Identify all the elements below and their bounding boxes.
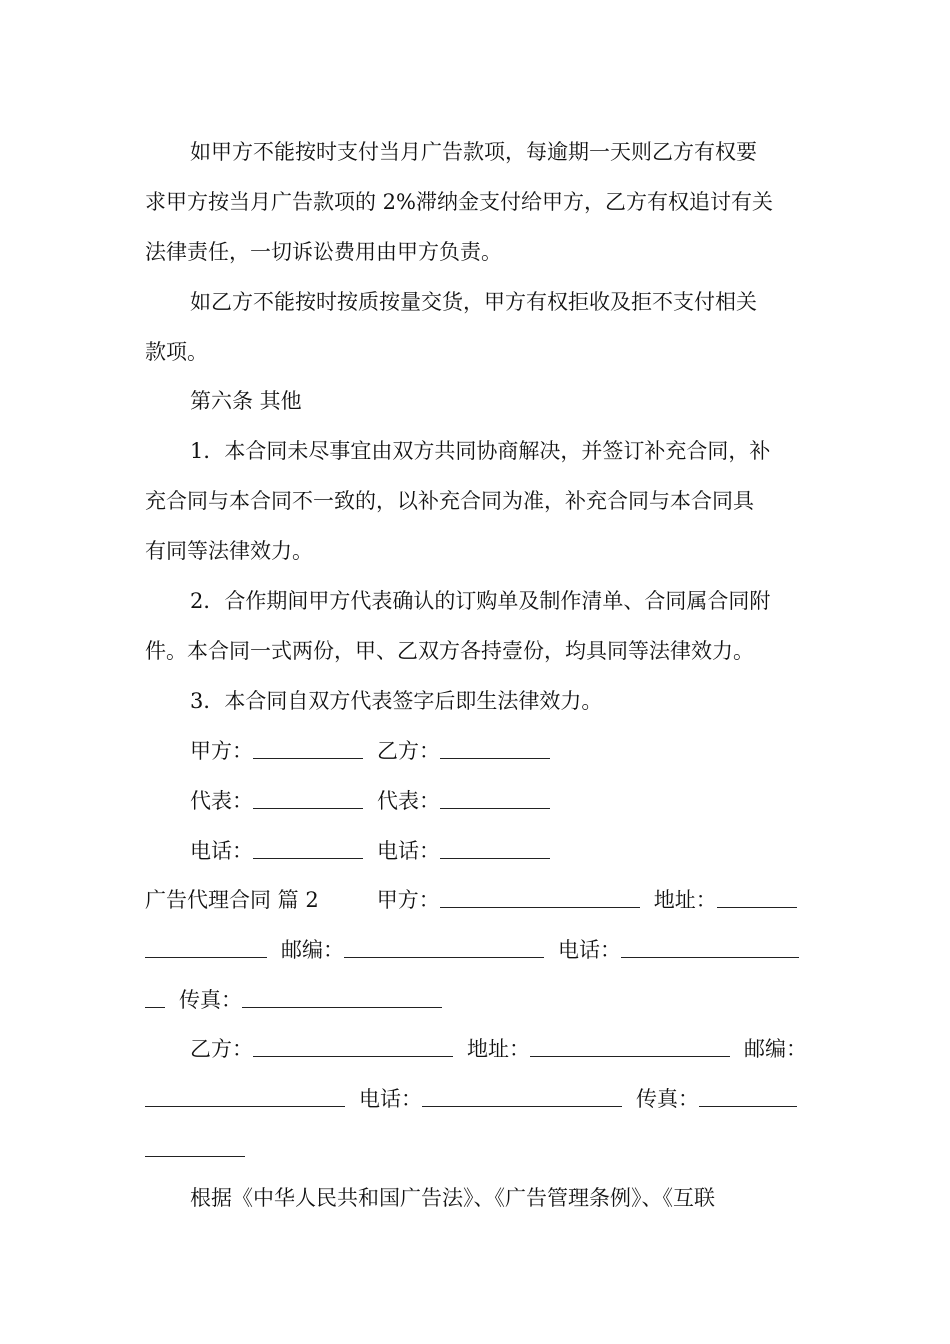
- c2-address-label: 地址：: [653, 888, 717, 912]
- rep-b-blank[interactable]: [440, 786, 550, 809]
- c2-postcode-blank[interactable]: [344, 935, 544, 958]
- party-b-label: 乙方：: [377, 739, 440, 763]
- contract2-party-b-row2: [145, 1084, 815, 1114]
- c2-fax-b-blank[interactable]: [699, 1084, 797, 1107]
- c2-party-a-blank[interactable]: [440, 885, 640, 908]
- tel-b-label: 电话：: [377, 839, 440, 863]
- contract2-party-a-row2: [145, 935, 815, 965]
- c2-party-a-label: 甲方：: [376, 888, 440, 912]
- c2-fax-label: 传真：: [179, 988, 242, 1012]
- c2-party-b-label: 乙方：: [190, 1037, 253, 1061]
- paragraph-line: 有同等法律效力。: [145, 539, 313, 563]
- c2-phone-b-label: 电话：: [359, 1087, 422, 1111]
- section-heading: 第六条 其他: [190, 389, 302, 413]
- c2-postcode-b-blank[interactable]: [145, 1084, 345, 1107]
- c2-phone-blank-cont[interactable]: [145, 985, 165, 1008]
- tel-a-blank[interactable]: [253, 836, 363, 859]
- c2-postcode-b-label: 邮编：: [744, 1037, 807, 1061]
- party-a-blank[interactable]: [253, 736, 363, 759]
- paragraph-line: 2．合作期间甲方代表确认的订购单及制作清单、合同属合同附: [190, 589, 771, 613]
- paragraph-line: 款项。: [145, 340, 208, 364]
- tel-a-label: 电话：: [190, 839, 253, 863]
- contract2-party-a-row: [145, 885, 815, 915]
- c2-party-b-blank[interactable]: [253, 1034, 453, 1057]
- paragraph-line: 如甲方不能按时支付当月广告款项，每逾期一天则乙方有权要: [190, 140, 757, 164]
- c2-phone-label: 电话：: [558, 938, 621, 962]
- paragraph-line: 1．本合同未尽事宜由双方共同协商解决，并签订补充合同，补: [190, 439, 771, 463]
- c2-fax-b-blank-cont[interactable]: [145, 1134, 245, 1157]
- c2-address-blank[interactable]: [717, 885, 797, 908]
- paragraph-line: 3．本合同自双方代表签字后即生法律效力。: [190, 689, 603, 713]
- rep-b-label: 代表：: [377, 789, 440, 813]
- signature-row-tel: [190, 836, 815, 866]
- c2-fax-blank[interactable]: [242, 985, 442, 1008]
- signature-row-rep: [190, 786, 815, 816]
- signature-row-party: [190, 736, 815, 766]
- rep-a-blank[interactable]: [253, 786, 363, 809]
- paragraph-line: 如乙方不能按时按质按量交货，甲方有权拒收及拒不支付相关: [190, 290, 757, 314]
- c2-address-b-blank[interactable]: [530, 1034, 730, 1057]
- party-b-blank[interactable]: [440, 736, 550, 759]
- rep-a-label: 代表：: [190, 789, 253, 813]
- tel-b-blank[interactable]: [440, 836, 550, 859]
- c2-address-blank-cont[interactable]: [145, 935, 267, 958]
- paragraph-line: 法律责任，一切诉讼费用由甲方负责。: [145, 240, 502, 264]
- paragraph-line: 件。本合同一式两份，甲、乙双方各持壹份，均具同等法律效力。: [145, 639, 754, 663]
- paragraph-line: 充合同与本合同不一致的，以补充合同为准，补充合同与本合同具: [145, 489, 754, 513]
- contract2-heading: 广告代理合同 篇 2: [145, 888, 319, 912]
- c2-postcode-label: 邮编：: [281, 938, 344, 962]
- contract2-party-a-row3: [145, 985, 815, 1015]
- contract2-party-b-row: [190, 1034, 815, 1064]
- c2-phone-blank[interactable]: [621, 935, 799, 958]
- party-a-label: 甲方：: [190, 739, 253, 763]
- c2-address-b-label: 地址：: [467, 1037, 530, 1061]
- paragraph-line: 根据《中华人民共和国广告法》、《广告管理条例》、《互联: [190, 1186, 715, 1210]
- c2-fax-b-label: 传真：: [636, 1087, 699, 1111]
- c2-phone-b-blank[interactable]: [422, 1084, 622, 1107]
- paragraph-line: 求甲方按当月广告款项的 2%滞纳金支付给甲方，乙方有权追讨有关: [145, 190, 773, 214]
- contract2-party-b-row3: [145, 1134, 815, 1164]
